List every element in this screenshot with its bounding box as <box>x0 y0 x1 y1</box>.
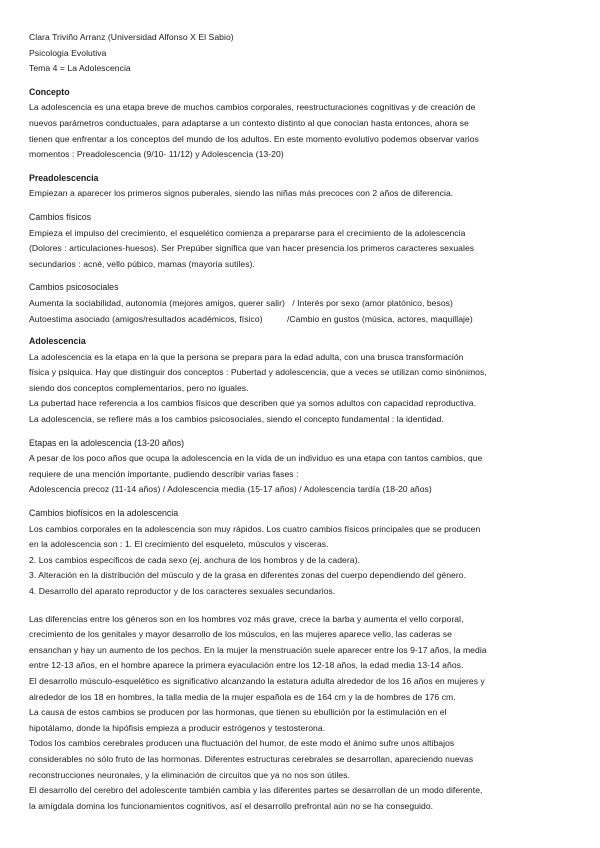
paragraph-line: Los cambios corporales en la adolescencia son muy rápidos. Los cuatro cambios físicos principales que se producen <box>29 523 481 534</box>
paragraph-line: en la adolescencia son : 1. El crecimiento del esqueleto, músculos y visceras. <box>29 539 329 550</box>
paragraph-line: crecimiento de los genitales y mayor desarrollo de los músculos, en las mujeres aparece vello, las caderas se <box>29 629 452 640</box>
section-title: Concepto <box>29 86 70 97</box>
section-preadolescencia <box>29 171 570 202</box>
paragraph-line: ensanchan y hay un aumento de los pechos. En la mujer la menstruación suele aparecer entre los 9-17 años, la media <box>29 644 487 655</box>
section-title: Cambios psicosociales <box>29 282 119 293</box>
paragraph-line: La causa de estos cambios se producen por las hormonas, que tienen su ebullición por la estimulación en el <box>29 707 447 718</box>
paragraph-line: requiere de una mención importante, pudiendo describir varias fases : <box>29 468 299 479</box>
paragraph-line: entre 12-13 años, en el hombre aparece la primera eyaculación entre los 12-18 años, la edad media 13-14 años. <box>29 660 464 671</box>
list-item: 3. Alteración en la distribución del músculo y de la grasa en diferentes zonas del cuerpo dependiendo del género. <box>29 570 467 581</box>
course-name: Psicologia Evolutiva <box>29 47 107 58</box>
paragraph-line: nuevos parámetros conductuales, para adaptarse a un contexto distinto al que conocian hasta entonces, ahora se <box>29 117 469 128</box>
paragraph-line: Adolescencia precoz (11-14 años) / Adolescencia media (15-17 años) / Adolescencia tardía (18-20 años) <box>29 484 432 495</box>
section-title: Adolescencia <box>29 336 86 347</box>
paragraph-line: El desarrollo del cerebro del adolescente también cambia y las diferentes partes se desarrollan de un modo diferente, <box>29 785 483 796</box>
paragraph-line: Todos los cambios cerebrales producen una fluctuación del humor, de este modo el ánimo sufre unos altibajos <box>29 738 455 749</box>
paragraph-line: (Dolores : articulaciones-huesos). Ser Prepúber significa que van hacer presencia los primeros caracteres sexuales <box>29 243 475 254</box>
section-cambios-biofisicos <box>29 506 570 814</box>
section-cambios-psicosociales <box>29 280 570 327</box>
list-item: 4. Desarrollo del aparato reproductor y de los caracteres sexuales secundarios. <box>29 586 336 596</box>
section-concepto <box>29 85 570 163</box>
author-line: Clara Triviño Arranz (Universidad Alfonso X El Sabio) <box>29 32 234 42</box>
paragraph-line: La pubertad hace referencia a los cambios físicos que describen que ya somos adultos con capacidad reproductiva. <box>29 398 477 409</box>
paragraph-line: Aumenta la sociabilidad, autonomía (mejores amigos, querer salir) / Interés por sexo (amor platónico, besos) <box>29 297 453 308</box>
paragraph-line: alrededor de los 18 en hombres, la talla media de la mujer española es de 164 cm y la de hombres de 176 cm. <box>29 691 456 702</box>
section-etapas <box>29 436 570 498</box>
paragraph-line: Empiezan a aparecer los primeros signos puberales, siendo las niñas más precoces con 2 años de diferencia. <box>29 188 454 199</box>
section-adolescencia <box>29 334 570 428</box>
paragraph-line: considerables no sólo fruto de las hormonas. Diferentes estructuras cerebrales se desarrollan, apareciendo nuevas <box>29 753 474 764</box>
topic-title: Tema 4 = La Adolescencia <box>29 63 131 74</box>
section-title: Preadolescencia <box>29 172 99 183</box>
list-item: 2. Los cambios especificos de cada sexo (ej. anchura de los hombros y de la cadera). <box>29 554 360 565</box>
paragraph-line: Las diferencias entre los géneros son en los hombres voz más grave, crece la barba y aumenta el vello corporal, <box>29 613 464 624</box>
paragraph-line: secundarios : acné, vello púbico, mamas (mayoria sutiles). <box>29 258 255 269</box>
paragraph-line: La adolescencia es la etapa en la que la persona se prepara para la edad adulta, con una brusca transformación <box>29 351 464 362</box>
paragraph-line: hipotálamo, donde la hipófisis empieza a producir estrógenos y testosterona. <box>29 722 326 733</box>
paragraph-line: La adolescencia es una etapa breve de muchos cambios corporales, reestructuraciones cognitivas y de creación de <box>29 102 476 113</box>
section-title: Cambios biofísicos en la adolescencia <box>29 508 179 519</box>
section-title: Cambios físicos <box>29 211 92 222</box>
paragraph-line: Autoestima asociado (amigos/resultados académicos, físico) /Cambio en gustos (música, actores, maquillaje) <box>29 313 473 324</box>
paragraph-line: la amígdala domina los funcionamientos cognitivos, así el desarrollo prefrontal aún no se ha conseguido. <box>29 800 434 811</box>
paragraph-line: física y psiquica. Hay que distinguir dos conceptos : Pubertad y adolescencia, que a veces se utilizan como sinónimos, <box>29 367 487 378</box>
paragraph-line: reconstrucciones neuronales, y la eliminación de circuitos que ya no nos son útiles. <box>29 769 350 780</box>
section-title: Etapas en la adolescencia (13-20 años) <box>29 437 185 448</box>
document-header <box>29 30 570 77</box>
paragraph-line: siendo dos conceptos complementarios, pero no iguales. <box>29 382 249 393</box>
paragraph-line: El desarrollo músculo-esquelético es significativo alcanzando la estatura adulta alrededor de los 16 años en mujeres y <box>29 675 485 686</box>
paragraph-line: momentos : Preadolescencia (9/10- 11/12) y Adolescencia (13-20) <box>29 149 284 160</box>
section-cambios-fisicos <box>29 210 570 272</box>
paragraph-line: A pesar de los poco años que ocupa la adolescencia en la vida de un individuo es una etapa con tantos cambios, que <box>29 453 483 464</box>
paragraph-line: tienen que enfrentar a los conceptos del mundo de los adultos. En este momento evolutivo podemos observar varios <box>29 133 479 144</box>
paragraph-line: La adolescencia, se refiere más a los cambios psicosociales, siendo el concepto fundamental : la identidad. <box>29 414 444 425</box>
paragraph-line: Empieza el impulso del crecimiento, el esquelético comienza a prepararse para el crecimiento de la adolescencia <box>29 227 466 238</box>
